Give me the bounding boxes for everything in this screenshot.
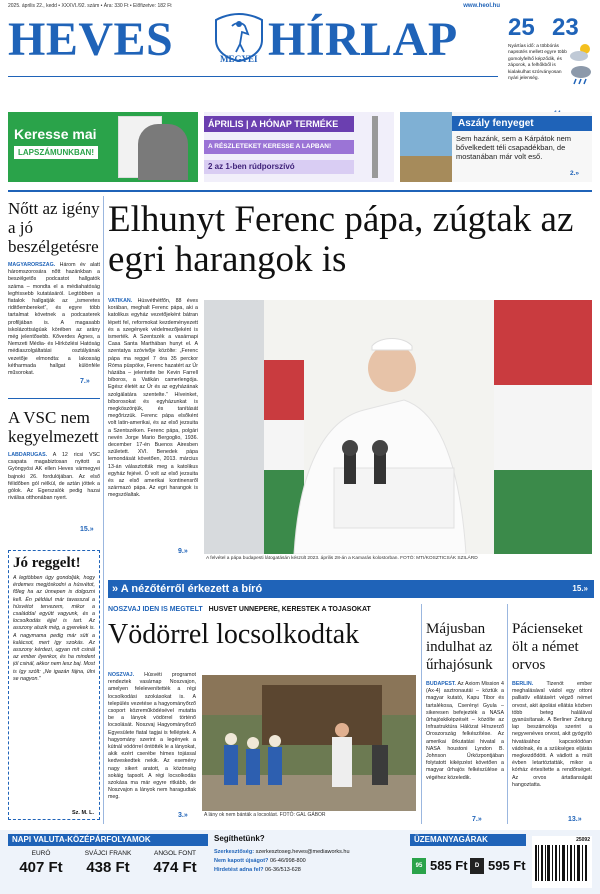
gloss-author: Sz. M. L. <box>72 810 94 816</box>
main-kicker: VATIKÁN. <box>108 298 133 304</box>
help-label: Nem kapott újságot? <box>214 858 269 864</box>
easter-kicker-line <box>108 606 418 613</box>
promo-middle-tag: ÁPRILIS | A HÓNAP TERMÉKE <box>204 116 354 132</box>
barcode <box>532 836 592 888</box>
story2-body <box>8 452 100 536</box>
story2-headline[interactable]: A VSC nem kegyelmezett <box>8 408 99 446</box>
promo-right-page[interactable]: 2.» <box>570 170 580 177</box>
fuel-value: 595 Ft <box>488 858 526 873</box>
promo-left[interactable] <box>8 112 198 182</box>
easter-kicker-blue: NOSZVAJ IDÉN IS MEGTELT <box>108 606 203 613</box>
doctor-text: Tizenöt ember meghalásával vádol egy ottoni palliatív ellátásért végző német orvost, akit ápolási ellátás közben több beteg halálával gyanúsítanak. A Berliner Zeitung lap beszámolója szerint a negyvenéves orvost, akit gyógyító hivatásához kapcsolódóan vádolnak, és a szükséges eljárás megkezdődött. A vádlott a múlt évben letartóztatták, mikor a kórház értesítette a rendőrséget. Az orvos ártatlanságát hangoztatta. <box>512 681 592 788</box>
fx-name: ANGOL FONT <box>153 850 196 857</box>
story1-kicker: MAGYARORSZÁG. <box>8 262 56 268</box>
promo-person <box>138 124 188 180</box>
fx-name: SVÁJCI FRANK <box>84 850 132 857</box>
doctor-page[interactable]: 13.» <box>568 816 582 823</box>
story2-text: A 12 ricsi VSC csapata magabiztosan nyitott a Gyöngyösi AK ellen Heves vármegyei bajnoki 26. fordulójában. Az első félidőben gól nélkül, de aztán jöttek a gólok. Az Egerszalók pedig hazai riválisa otthonában nyert. <box>8 452 100 502</box>
easter-kicker: NOSZVAJ. <box>108 672 135 678</box>
promo-middle-button: A RÉSZLETEKET KERESSE A LAPBAN! <box>204 140 354 154</box>
main-body <box>108 298 198 546</box>
fuel-pump-icon: D <box>470 858 484 874</box>
promo-right[interactable] <box>400 112 592 182</box>
help-value[interactable]: 06-46/998-800 <box>269 858 306 864</box>
main-headline[interactable]: Elhunyt Ferenc pápa, zúgtak az egri harangok is <box>108 199 574 280</box>
easter-text: Húsvéti programot rendeztek vasárnap Noszvajon, amelyen felelevenítették a régi locsolkodási szokásokat is. A település vezetése a hagyományőrző csoport közreműködésével mutatta be a lányok vödörrel történő locsolását. Noszvaj Hagyományőrző Egyesülete fiatal tagjai is felléptek. A hagyomány szerint a legények a kútnál vödörrel öntötték le a lányokat, akik ezért cserébe hímes tojással kedveskedtek nekik. Az esemény nagy sikert aratott, a közönség sokáig tapsolt. A régi locsolkodás szokása ma már egyre ritkább, de Noszvajon a lányok nem haragudtak meg. <box>108 672 196 801</box>
sport-bar-text: » A nézőtérről érkezett a bíró <box>112 583 263 595</box>
masthead-right: HÍRLAP <box>268 13 458 66</box>
promo-left-line1: Keresse mai <box>14 126 97 142</box>
gloss-body: A legtöbben úgy gondolják, hogy érdemes megjóskodni a húsvétot, főleg ha az ünnepen is dolgozni kell. Én például már tavasszal a húsvétot tervezem, mikor a családdal együtt vagyunk, és a locsolkodás éjjel is tart. Az asszony alszik még, a gyerekek is. A nagymama pedig már süti a kalácsot, mert így szokás. Az asszony kérdezi, ugyan mit csinál az ember ilyenkor, és ha mindent jól csinál, akkor nem lesz baj. Most is így szólt: „Ne igazán fájna, ülni se nagyon.” <box>13 575 95 682</box>
barcode-number: 25092 <box>576 837 590 843</box>
easter-page[interactable]: 3.» <box>178 812 188 819</box>
promo-left-line2: LAPSZÁMUNKBAN! <box>14 146 98 159</box>
promo-right-text: Sem hazánk, sem a Kárpátok nem bővelkedett téli csapadékban, de mostanában már volt eső. <box>456 134 572 161</box>
help-value[interactable]: szerkesztoseg.heves@mediaworks.hu <box>255 849 350 855</box>
help-label: Szerkesztőség: <box>214 849 255 855</box>
help-value[interactable]: 06-36/513-628 <box>265 867 301 873</box>
sun-cloud-icon <box>568 42 594 62</box>
story1-body <box>8 262 100 390</box>
fx-title: NAPI VALUTA-KÖZÉPÁRFOLYAMOK <box>8 834 208 846</box>
space-page[interactable]: 7.» <box>472 816 482 823</box>
fuel-title: ÜZEMANYAGÁRAK <box>410 834 526 846</box>
website[interactable]: www.heol.hu <box>463 3 500 9</box>
vacuum-image <box>372 116 378 178</box>
doctor-body <box>512 681 592 819</box>
story2-page[interactable]: 15.» <box>80 526 94 533</box>
gloss-box <box>8 550 100 820</box>
gloss-title: Jó reggelt! <box>13 555 81 571</box>
megyei-label: MEGYEI <box>220 54 258 64</box>
dateline: 2025. április 22., kedd • XXXVI./92. szám • Ára: 330 Ft • Előfizetve: 182 Ft <box>8 3 172 9</box>
main-photo-caption: A felvétel a pápa budapesti látogatásán készült 2023. április 28-án a Kamarás kolostorban. FOTÓ: MTI/KOSZTICSÁK SZILÁRD <box>206 556 478 561</box>
easter-photo <box>202 675 416 811</box>
easter-body <box>108 672 196 818</box>
main-page[interactable]: 9.» <box>178 548 188 555</box>
easter-photo-caption: A lány ok nem bánták a locsolást. FOTÓ: GAL GÁBOR <box>204 812 326 818</box>
doctor-headline[interactable]: Pácienseket ölt a német orvos <box>512 621 583 673</box>
weather-text: Nyártías idő: a többórás napsütés mellett egyre több gomolyfelhő képződik, és záporok, a felhőkből is kialakulhat szórványosan nyári jelenség. <box>508 44 567 82</box>
story1-headline[interactable]: Nőtt az igény a jó beszélgetésre <box>8 199 100 256</box>
promo-middle[interactable] <box>204 112 394 182</box>
promo-middle-product: 2 az 1-ben rúdporszívó <box>204 160 354 174</box>
fx-value: 474 Ft <box>153 859 197 876</box>
fx-value: 438 Ft <box>86 859 130 876</box>
fuel-prices <box>410 854 526 884</box>
fx-name: EURÓ <box>31 850 51 857</box>
temp-low: 23 <box>552 14 579 41</box>
space-text: Az Axiom Mission 4 (Ax-4) asztronautái – köztük a magyar kutató, Kapu Tibor és tartalékosa, Cserényi Gyula – sikeresen befejezték a NASA űrhajóskiképzését – közölte az Infrastruktúra Hálózat Hírszerző Oroszország felkészítése. Az amerikai űrkutatási hivatal a NASA houstoni Lyndon B. Johnson Űrközpontjában folytatott kiképzést követően a magyar űrhajós felkészülése a végéhez közeledik. <box>426 681 504 781</box>
help-box <box>214 834 404 890</box>
main-text: Húsvéthétfőn, 88 éves korában, meghalt Ferenc pápa, aki a katolikus egyház vezetőjeként bátran lépett fel, reformokat kezdeményezett és a szegények védelmezőjeként is ismerték. A Szentszék a vasárnapi Casa Santa Marthában hunyt el. A szentatya szóvivője közölte: „Ferenc pápa ma reggel 7 óra 35 perckor Róma püspöke, Ferenc hazatért az Úr házába – jelentette be Kevin Farrell bíboros, a Vatikán camerlengója. Egész életét az Úr és az egyházának szolgálatára szentelte.” Híveinket, bíborosokat és egyházunkat is megköszönjük, és tanítását megőrizzük. Ferenc pápa elsőként volt latin-amerikai, és az első jezsuita a Szentszéken. Ferenc pápa, polgári nevén Jorge Mario Bergoglio, 1936. december 17-én Buenos Airesben született. XVI. Benedek pápa lemondását követően, 2013. március 13-án választották meg a katolikus egyház fejévé. Ő volt az első jezsuita és az első amerikai kontinensről származó pápa. Az egri harangok is megszólaltak. <box>108 298 198 499</box>
story1-text: Három év alatt háromszorosára nőtt hazánkban a beszélgetős podcastot hallgatók száma – mondta el a médiahatóság legfrissebb kutatásáról. Legtöbben a fiatalok hallgatják az „ismeretes riditőembereket”, és egyre több tartalmat követnek a podcasterek profiljában is. A magasabb iskolázottságúak körében az arány még jelentősebb. Kőverdes Ágnes, a Nemzeti Média- és Hírközlési Hatóság médiaszolgáltatási osztályának vezetője elmondta: a lakosság kétharmada hallgat különféle műsorokat. <box>8 262 100 377</box>
easter-headline[interactable]: Vödörrel locsolkodtak <box>108 619 360 650</box>
fuel-pump-icon: 95 <box>412 858 426 874</box>
space-kicker: BUDAPEST. <box>426 681 457 687</box>
weather-box <box>506 14 594 124</box>
doctor-kicker: BERLIN. <box>512 681 534 687</box>
easter-kicker-black: HÚSVÉT ÜNNEPÉRE, KERESTÉK A TOJÁSOKAT <box>208 606 371 613</box>
sport-bar-page: 15.» <box>572 584 588 593</box>
pope-photo <box>204 300 592 554</box>
space-body <box>426 681 504 819</box>
fx-table <box>8 850 208 890</box>
fx-value: 407 Ft <box>19 859 63 876</box>
promo-right-title: Aszály fenyeget <box>452 116 592 131</box>
rain-cloud-icon <box>568 64 594 84</box>
story1-page[interactable]: 7.» <box>80 378 90 385</box>
help-title: Segíthetünk? <box>214 834 265 843</box>
space-headline[interactable]: Májusban indulhat az űrhajósunk <box>426 621 493 673</box>
masthead-left: HEVES <box>8 13 174 66</box>
fuel-value: 585 Ft <box>430 858 468 873</box>
story2-kicker: LABDARÚGÁS. <box>8 452 48 458</box>
help-label: Hirdetést adna fel? <box>214 867 264 873</box>
temp-high: 25 <box>508 14 535 41</box>
sport-bar[interactable] <box>108 580 594 598</box>
